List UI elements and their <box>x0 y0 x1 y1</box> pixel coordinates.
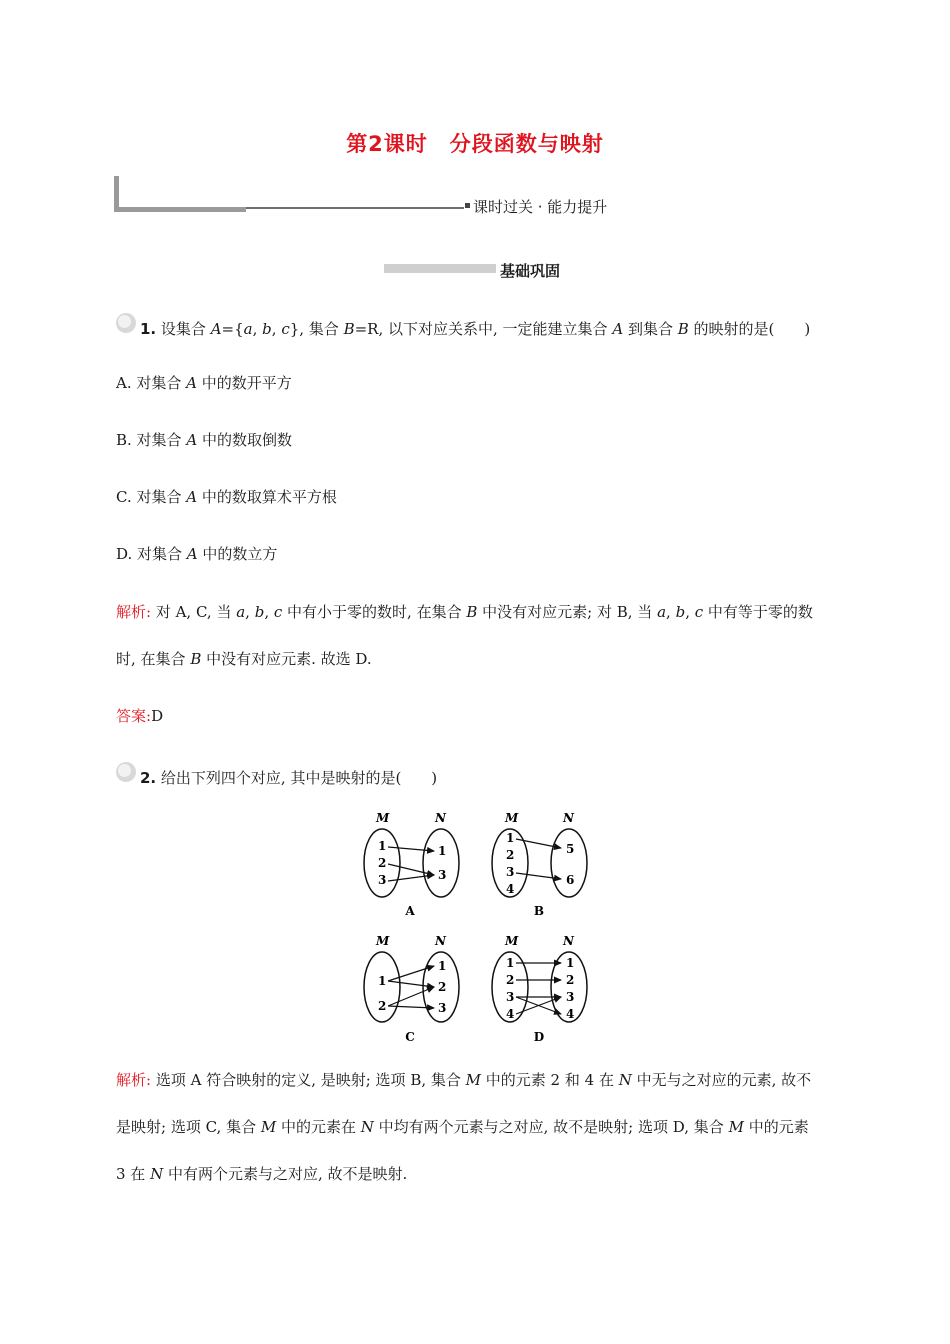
diagram-b-m-label: M <box>505 811 519 825</box>
diagram-c-n-3: 3 <box>438 1001 447 1015</box>
q1-option-b: B. 对集合 A 中的数取倒数 <box>116 431 292 449</box>
diagram-c-n-1: 1 <box>438 959 447 973</box>
q2-analysis-line1: 解析: 选项 A 符合映射的定义, 是映射; 选项 B, 集合 M 中的元素 2 和 4 在 N 中无与之对应的元素, 故不 <box>116 1071 812 1089</box>
q1-answer: 答案:D <box>116 707 164 725</box>
diagram-a-arrow <box>388 875 434 881</box>
diagram-d-m-3: 3 <box>506 990 515 1004</box>
diagram-c-n-2: 2 <box>438 980 447 994</box>
diagram-c-m-2: 2 <box>378 999 387 1013</box>
banner-text: 课时过关 · 能力提升 <box>473 198 608 216</box>
diagram-c-caption: C <box>405 1030 415 1044</box>
q1-analysis-line1: 解析: 对 A, C, 当 a, b, c 中有小于零的数时, 在集合 B 中没有对应元素; 对 B, 当 a, b, c 中有等于零的数 <box>116 603 813 621</box>
diagram-c-arrow <box>388 966 434 981</box>
diagram-b-caption: B <box>533 904 545 918</box>
section-bar <box>384 264 496 273</box>
diagram-a-arrow <box>388 864 434 875</box>
diagram-b <box>492 811 587 918</box>
diagram-a-n-1: 1 <box>438 844 447 858</box>
banner-bracket-horizontal <box>114 207 246 212</box>
diagram-c-arrow <box>388 987 434 1006</box>
page-title: 第2课时 分段函数与映射 <box>346 132 604 156</box>
diagram-a-m-1: 1 <box>378 839 387 853</box>
q1-stem: 1. 设集合 A={a, b, c}, 集合 B=R, 以下对应关系中, 一定能建立集合 A 到集合 B 的映射的是( ) <box>140 320 811 338</box>
diagram-d-n-2: 2 <box>566 973 575 987</box>
banner-rule <box>246 207 464 209</box>
diagram-c <box>364 934 459 1044</box>
diagram-a-caption: A <box>405 904 415 918</box>
diagram-c-arrow <box>388 1006 434 1008</box>
diagram-d-caption: D <box>533 1030 545 1044</box>
q2-analysis-line2: 是映射; 选项 C, 集合 M 中的元素在 N 中均有两个元素与之对应, 故不是映射; 选项 D, 集合 M 中的元素 <box>116 1118 809 1136</box>
diagram-a <box>364 811 459 918</box>
diagram-d-n-label: N <box>563 934 574 948</box>
diagram-a-m-2: 2 <box>378 856 387 870</box>
diagram-a-arrow <box>388 847 434 851</box>
question-circle-icon <box>116 313 138 335</box>
diagram-b-n-5: 5 <box>566 842 575 856</box>
diagram-b-m-4: 4 <box>506 882 515 896</box>
q1-option-a: A. 对集合 A 中的数开平方 <box>116 374 292 392</box>
q2-analysis-line3: 3 在 N 中有两个元素与之对应, 故不是映射. <box>116 1165 408 1183</box>
diagram-d-n-4: 4 <box>566 1007 575 1021</box>
q1-option-c: C. 对集合 A 中的数取算术平方根 <box>116 488 337 506</box>
diagram-d-m-label: M <box>505 934 519 948</box>
diagram-c-m-label: M <box>376 934 390 948</box>
diagram-a-n-label: N <box>435 811 446 825</box>
mapping-figure <box>350 806 600 1048</box>
diagram-b-arrow <box>516 873 561 879</box>
section-heading: 基础巩固 <box>500 262 561 280</box>
diagram-c-arrow <box>388 981 434 987</box>
q2-stem: 2. 给出下列四个对应, 其中是映射的是( ) <box>140 769 438 787</box>
diagram-a-m-label: M <box>376 811 390 825</box>
diagram-b-m-1: 1 <box>506 831 515 845</box>
diagram-d-m-2: 2 <box>506 973 515 987</box>
q1-analysis-line2: 时, 在集合 B 中没有对应元素. 故选 D. <box>116 650 372 668</box>
question-circle-icon <box>116 762 138 784</box>
diagram-d-m-4: 4 <box>506 1007 515 1021</box>
diagram-a-set-n <box>423 829 459 897</box>
diagram-d-m-1: 1 <box>506 956 515 970</box>
diagram-a-m-3: 3 <box>378 873 387 887</box>
q1-option-d: D. 对集合 A 中的数立方 <box>116 545 278 563</box>
diagram-c-m-1: 1 <box>378 974 387 988</box>
diagram-d <box>492 934 587 1044</box>
diagram-c-n-label: N <box>435 934 446 948</box>
diagram-b-n-6: 6 <box>566 873 575 887</box>
diagram-b-m-2: 2 <box>506 848 515 862</box>
banner-square-icon <box>465 203 470 208</box>
diagram-a-n-3: 3 <box>438 868 447 882</box>
diagram-b-n-label: N <box>563 811 574 825</box>
diagram-b-m-3: 3 <box>506 865 515 879</box>
diagram-d-n-3: 3 <box>566 990 575 1004</box>
diagram-d-n-1: 1 <box>566 956 575 970</box>
